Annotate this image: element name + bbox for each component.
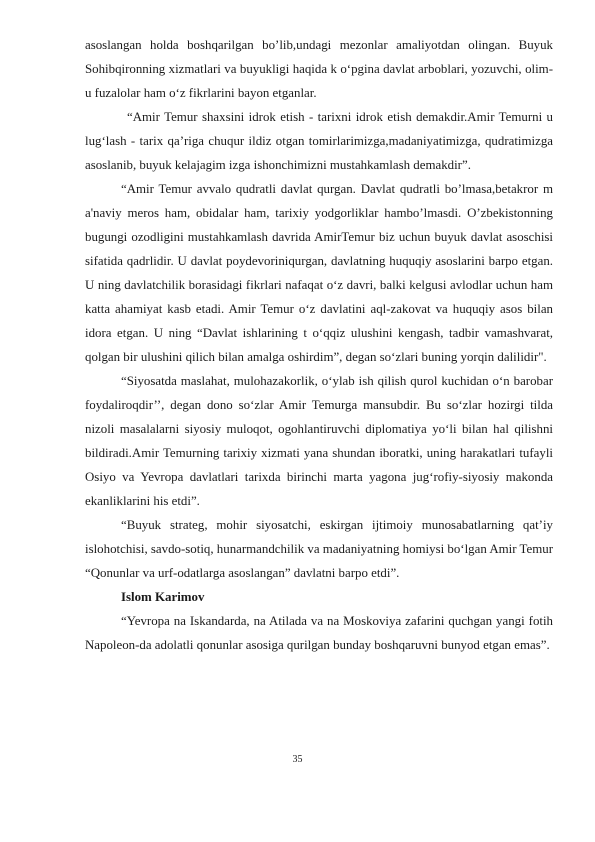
paragraph-quote-reformer: “Buyuk strateg, mohir siyosatchi, eskirgan ijtimoiy munosabatlarning qat’iy islohotchisi, savdo-sotiq, hunarmandchilik va madaniyatning homiysi bo‘lgan Amir Temur “Qonunlar va urf-odatlarga asoslangan” davlatni barpo etdi”.: [85, 518, 553, 580]
paragraph-quote-diplomacy: “Siyosatda maslahat, mulohazakorlik, o‘ylab ish qilish qurol kuchidan o‘n barobar foydaliroqdir’’, degan dono so‘zlar Amir Temurga mansubdir. Bu so‘zlar hozirgi tilda nizoli masalalarni siyosiy muloqot, ogohlantiruvchi diplomatiya yo‘li bilan hal qilishni bildiradi.Amir Temurning tarixiy xizmati yana shundan iboratki, uning harakatlari tufayli Osiyo va Yevropa davlatlari tarixda birinchi marta yagona jug‘rofiy-siyosiy makonda ekanliklarini his etdi”.: [85, 374, 553, 508]
paragraph-quote-state: “Amir Temur avvalo qudratli davlat qurgan. Davlat qudratli bo’lmasa,betakror m a'naviy meros ham, obidalar ham, tarixiy yodgorliklar hambo’lmasdi. O’zbekistonning bugungi ozodligini mustahkamlash davrida AmirTemur biz uchun buyuk davlat asoschisi sifatida qadrlidir. U davlat poydevoriniqurgan, davlatning huquqiy asoslarini barpo etgan. U ning davlatchilik borasidagi fikrlari nafaqat o‘z davri, balki kelgusi avlodlar uchun ham katta ahamiyat kasb etadi. Amir Temur o‘z davlatini aql-zakovat va huquqiy asos bilan idora etgan. U ning “Davlat ishlarining t o‘qqiz ulushini kengash, tadbir vamashvarat, qolgan bir ulushini qilich bilan amalga oshirdim”, degan so‘zlari buning yorqin dalilidir".: [85, 182, 553, 364]
paragraph-quote-identity: “Amir Temur shaxsini idrok etish - tarixni idrok etish demakdir.Amir Temurni u lug‘lash - tarix qa’riga chuqur ildiz otgan tomirlarimizga,madaniyatimizga, qudratimizga asoslanib, buyuk kelajagim izga ishonchimizni mustahkamlash demakdir”.: [85, 110, 553, 172]
paragraph-intro: asoslangan holda boshqarilgan bo’lib,undagi mezonlar amaliyotdan olingan. Buyuk Sohibqironning xizmatlari va buyukligi haqida k o‘pgina davlat arboblari, yozuvchi, olim-u fuzalolar ham o‘z fikrlarini bayon etganlar.: [85, 38, 553, 100]
paragraph-closing-quote: “Yevropa na Iskandarda, na Atilada va na Moskoviya zafarini quchgan yangi fotih Napoleon-da adolatli qonunlar asosiga qurilgan bunday boshqaruvni bunyod etgan emas”.: [85, 614, 553, 652]
page-number: 35: [292, 754, 303, 765]
page-body: [85, 33, 553, 657]
author-name: Islom Karimov: [121, 590, 205, 604]
